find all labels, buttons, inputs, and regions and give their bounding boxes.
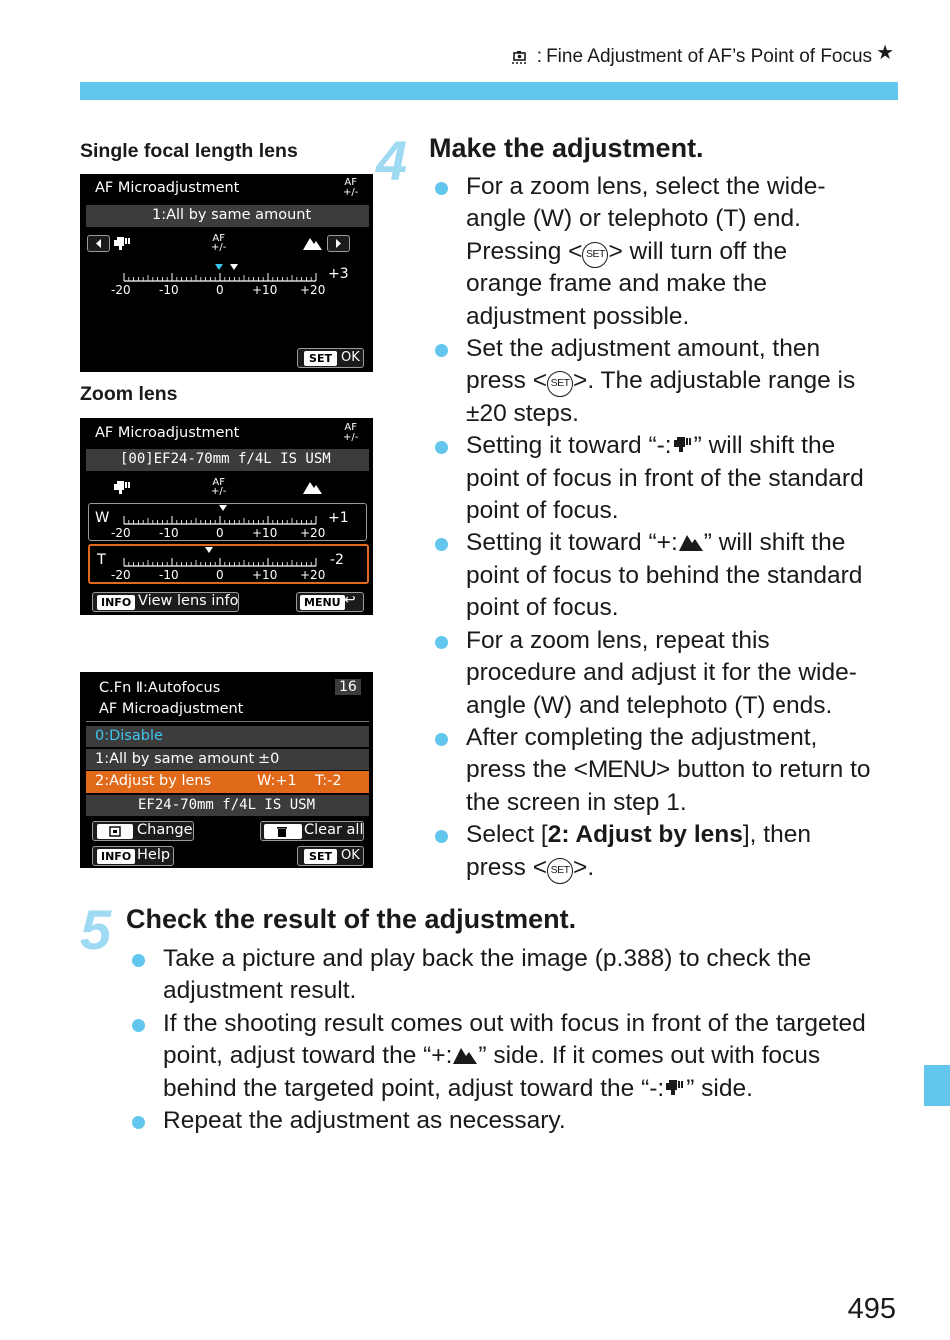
af-adjust-icon: AF +/- [343, 177, 359, 198]
default-pointer [215, 264, 223, 270]
tick-label: 0 [216, 526, 224, 540]
near-focus-icon [114, 235, 134, 251]
tick-label: -20 [111, 568, 131, 582]
far-focus-icon [303, 236, 323, 251]
menu-key: MENU [300, 595, 345, 610]
step-5-title: Check the result of the adjustment. [126, 904, 577, 934]
tick-label: +10 [252, 283, 278, 297]
tick-label: 0 [216, 568, 224, 582]
magnify-key [97, 824, 133, 839]
set-button-icon: SET [547, 371, 573, 397]
page-number: 495 [847, 1293, 896, 1325]
back-icon: ↩ [344, 592, 356, 608]
option-1-value: ±0 [258, 751, 280, 767]
lens-name: EF24-70mm f/4L IS USM [138, 797, 316, 813]
step-4-title: Make the adjustment. [429, 133, 704, 163]
near-focus-icon [664, 1076, 686, 1098]
shooting-menu-icon [511, 49, 533, 63]
right-arrow-button[interactable] [327, 235, 350, 252]
near-focus-icon [672, 433, 694, 455]
tick-label: -10 [159, 568, 179, 582]
screen-title: AF Microadjustment [95, 180, 240, 196]
tick-label: -20 [111, 526, 131, 540]
af-adjust-center-icon: AF +/- [211, 477, 227, 497]
cfn-subtitle: AF Microadjustment [99, 701, 244, 717]
value-pointer [230, 264, 238, 270]
header-title: Fine Adjustment of AF’s Point of Focus [546, 46, 873, 67]
tick-label: +20 [300, 283, 326, 297]
view-lens-info-label: View lens info [138, 593, 239, 609]
help-label: Help [137, 847, 171, 863]
step-5-list [127, 943, 917, 1137]
info-key: INFO [97, 849, 135, 864]
running-header [511, 42, 894, 68]
af-adjust-center-icon: AF +/- [211, 233, 227, 253]
change-label: Change [137, 822, 193, 838]
list-item: If the shooting result comes out with focus in front of the targeted point, adjust toward the “+: ” side. If it comes out with focus behind the targeted point, adjust toward the “-: ” side. [127, 1008, 917, 1105]
far-focus-icon [303, 480, 323, 495]
option-1-label: 1:All by same amount [95, 751, 255, 767]
tele-value: -2 [330, 552, 344, 568]
value-pointer [219, 505, 227, 511]
step-4-list [430, 171, 910, 884]
list-item: Take a picture and play back the image (p.388) to check the adjustment result. [127, 943, 917, 1008]
lens-name: [00]EF24-70mm f/4L IS USM [120, 451, 331, 467]
tick-label: +20 [300, 568, 326, 582]
set-key: SET [304, 849, 337, 864]
tick-label: +10 [252, 526, 278, 540]
cfn-page-number: 16 [335, 679, 361, 695]
tick-label: -20 [111, 283, 131, 297]
list-item: For a zoom lens, select the wide- angle (W) or telephoto (T) end. Pressing < SET > will turn off the orange frame and make the adjustment possible. [430, 171, 910, 333]
option-2-tele: T:-2 [315, 773, 342, 789]
caption-single-lens: Single focal length lens [80, 140, 298, 162]
wide-value: +1 [328, 510, 349, 526]
screen-single-lens [80, 174, 373, 372]
menu-button-glyph: MENU [587, 756, 657, 784]
list-item: Setting it toward “+: ” will shift the point of focus to behind the standard point of focus. [430, 527, 910, 624]
list-item: Select [2: Adjust by lens], then press < SET >. [430, 819, 910, 884]
advanced-star-icon: ★ [876, 42, 894, 64]
chapter-tab [924, 1065, 950, 1106]
af-adjust-icon: AF +/- [343, 422, 359, 443]
left-arrow-button[interactable] [87, 235, 110, 252]
list-item: Repeat the adjustment as necessary. [127, 1105, 917, 1137]
step-4-number: 4 [376, 129, 408, 192]
set-button-icon: SET [547, 858, 573, 884]
far-focus-icon [678, 532, 704, 552]
ok-label: OK [341, 848, 360, 863]
caption-zoom-lens: Zoom lens [80, 383, 178, 405]
info-key: INFO [97, 595, 135, 610]
list-item: After completing the adjustment, press the <MENU> button to return to the screen in step 1. [430, 722, 910, 819]
tick-label: -10 [159, 526, 179, 540]
clear-all-label: Clear all [304, 822, 364, 838]
ok-label: OK [341, 350, 360, 365]
screen-title: AF Microadjustment [95, 425, 240, 441]
wide-label: W [95, 510, 110, 526]
divider [86, 721, 369, 722]
value-pointer [205, 547, 213, 553]
set-button-icon: SET [582, 242, 608, 268]
tick-label: +20 [300, 526, 326, 540]
cfn-title: C.Fn Ⅱ:Autofocus [99, 680, 221, 696]
option-0-label: 0:Disable [95, 728, 163, 744]
option-2-label: 2:Adjust by lens [95, 773, 212, 789]
list-item: For a zoom lens, repeat this procedure and adjust it for the wide- angle (W) and telephoto (T) ends. [430, 625, 910, 722]
near-focus-icon [114, 479, 134, 495]
list-item: Set the adjustment amount, then press < SET >. The adjustable range is ±20 steps. [430, 333, 910, 430]
option-2-wide: W:+1 [257, 773, 297, 789]
far-focus-icon [452, 1045, 478, 1065]
tick-label: +10 [252, 568, 278, 582]
tele-label: T [97, 552, 106, 568]
trash-key [264, 824, 302, 839]
tick-label: 0 [216, 283, 224, 297]
mode-label: 1:All by same amount [152, 207, 312, 223]
step-5-number: 5 [80, 898, 112, 961]
list-item: Setting it toward “-: ” will shift the point of focus in front of the standard point of focus. [430, 430, 910, 527]
header-prefix: : [536, 46, 543, 67]
screen-zoom-lens [80, 418, 373, 615]
tick-label: -10 [159, 283, 179, 297]
header-bar [80, 82, 898, 100]
adjust-value: +3 [328, 266, 349, 282]
screen-custom-function [80, 672, 373, 868]
set-key: SET [304, 351, 337, 366]
